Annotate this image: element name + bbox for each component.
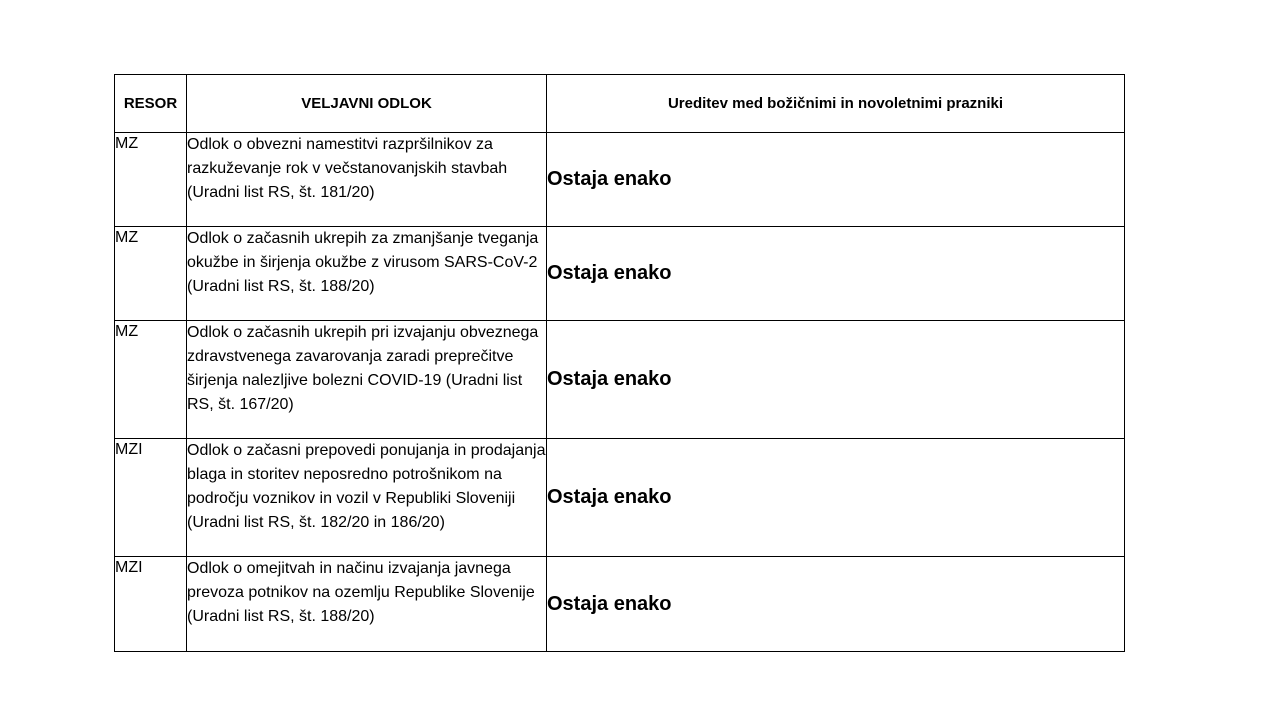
resor-cell: MZI xyxy=(115,557,187,652)
table-row xyxy=(115,557,1125,652)
resor-cell: MZ xyxy=(115,321,187,439)
odlok-cell: Odlok o začasnih ukrepih za zmanjšanje tveganja okužbe in širjenja okužbe z virusom SARS-CoV-2 (Uradni list RS, št. 188/20) xyxy=(187,227,547,321)
odlok-cell: Odlok o začasni prepovedi ponujanja in prodajanja blaga in storitev neposredno potrošnikom na področju voznikov in vozil v Republiki Sloveniji (Uradni list RS, št. 182/20 in 186/20) xyxy=(187,439,547,557)
ureditev-cell: Ostaja enako xyxy=(547,557,1125,652)
resor-cell: MZI xyxy=(115,439,187,557)
table-header-row xyxy=(115,75,1125,133)
table-row xyxy=(115,321,1125,439)
odlok-cell: Odlok o obvezni namestitvi razpršilnikov za razkuževanje rok v večstanovanjskih stavbah (Uradni list RS, št. 181/20) xyxy=(187,133,547,227)
ureditev-cell: Ostaja enako xyxy=(547,439,1125,557)
header-veljavni-odlok: VELJAVNI ODLOK xyxy=(187,75,547,133)
resor-cell: MZ xyxy=(115,133,187,227)
table-row xyxy=(115,133,1125,227)
table-row xyxy=(115,439,1125,557)
table-row xyxy=(115,227,1125,321)
header-resor: RESOR xyxy=(115,75,187,133)
header-ureditev: Ureditev med božičnimi in novoletnimi prazniki xyxy=(547,75,1125,133)
resor-cell: MZ xyxy=(115,227,187,321)
odlok-cell: Odlok o omejitvah in načinu izvajanja javnega prevoza potnikov na ozemlju Republike Slovenije (Uradni list RS, št. 188/20) xyxy=(187,557,547,652)
ureditev-cell: Ostaja enako xyxy=(547,227,1125,321)
odlok-cell: Odlok o začasnih ukrepih pri izvajanju obveznega zdravstvenega zavarovanja zaradi preprečitve širjenja nalezljive bolezni COVID-19 (Uradni list RS, št. 167/20) xyxy=(187,321,547,439)
ureditev-cell: Ostaja enako xyxy=(547,133,1125,227)
decree-table xyxy=(114,74,1125,652)
ureditev-cell: Ostaja enako xyxy=(547,321,1125,439)
